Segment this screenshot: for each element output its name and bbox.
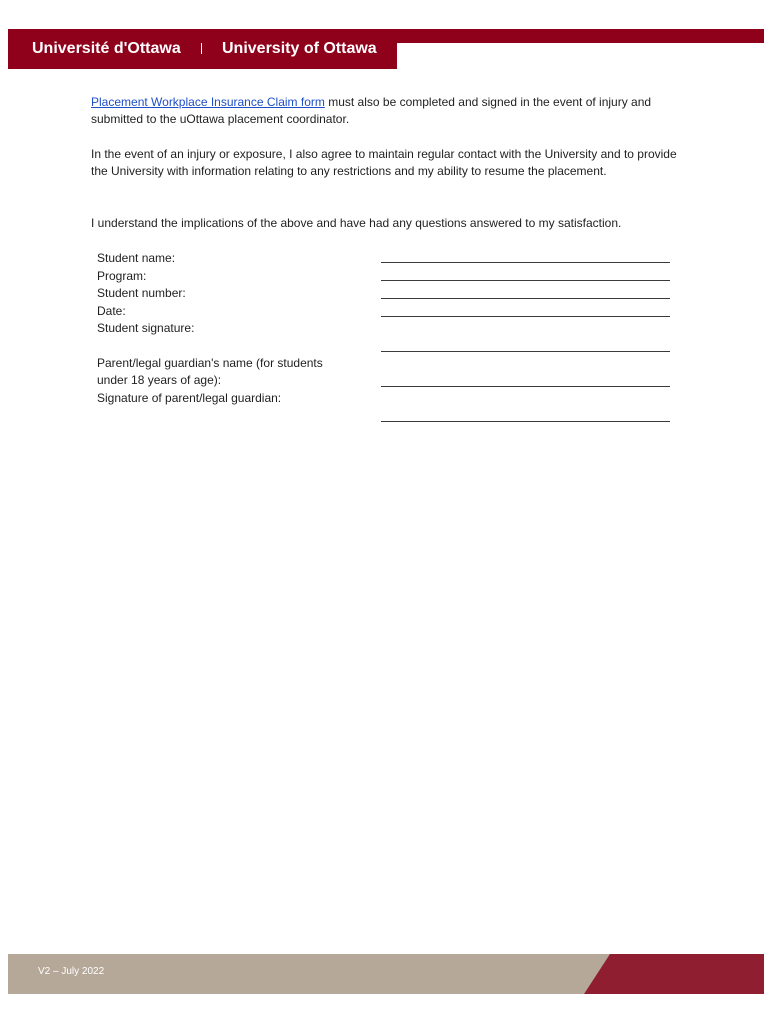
paragraph-claim-form bbox=[91, 94, 681, 128]
claim-form-link[interactable]: Placement Workplace Insurance Claim form bbox=[91, 95, 325, 109]
form-labels bbox=[97, 250, 357, 407]
label-date: Date: bbox=[97, 303, 126, 318]
label-student-name: Student name: bbox=[97, 251, 176, 265]
spacer bbox=[97, 338, 357, 355]
label-student-number: Student number: bbox=[97, 286, 186, 300]
student-number-blank[interactable] bbox=[381, 298, 670, 299]
date-blank[interactable] bbox=[381, 316, 670, 317]
label-guardian-name-line2: under 18 years of age): bbox=[97, 373, 222, 387]
guardian-signature-blank[interactable] bbox=[381, 421, 670, 422]
student-name-blank[interactable] bbox=[381, 262, 670, 263]
paragraph-claim-form-text: must also be completed and signed in the event of injury and submitted to the uOttawa placement coordinator. bbox=[91, 95, 652, 126]
label-guardian-signature: Signature of parent/legal guardian: bbox=[97, 390, 282, 405]
program-blank[interactable] bbox=[381, 280, 670, 281]
guardian-name-blank[interactable] bbox=[381, 386, 670, 387]
label-guardian-name-line1: Parent/legal guardian's name (for students bbox=[97, 355, 323, 370]
label-program: Program: bbox=[97, 268, 147, 283]
footer-accent bbox=[584, 954, 764, 994]
version-label: V2 – July 2022 bbox=[38, 966, 105, 977]
paragraph-injury-contact: In the event of an injury or exposure, I also agree to maintain regular contact with the University and to provide the University with information relating to any restrictions and my ability to resume the placement. bbox=[91, 147, 677, 178]
label-student-signature: Student signature: bbox=[97, 321, 195, 335]
header-separator bbox=[201, 43, 202, 54]
university-name-fr: Université d'Ottawa bbox=[32, 40, 181, 57]
paragraph-acknowledgement: I understand the implications of the above and have had any questions answered to my satisfaction. bbox=[91, 216, 622, 230]
student-signature-blank[interactable] bbox=[381, 351, 670, 352]
university-name-en: University of Ottawa bbox=[222, 40, 377, 57]
